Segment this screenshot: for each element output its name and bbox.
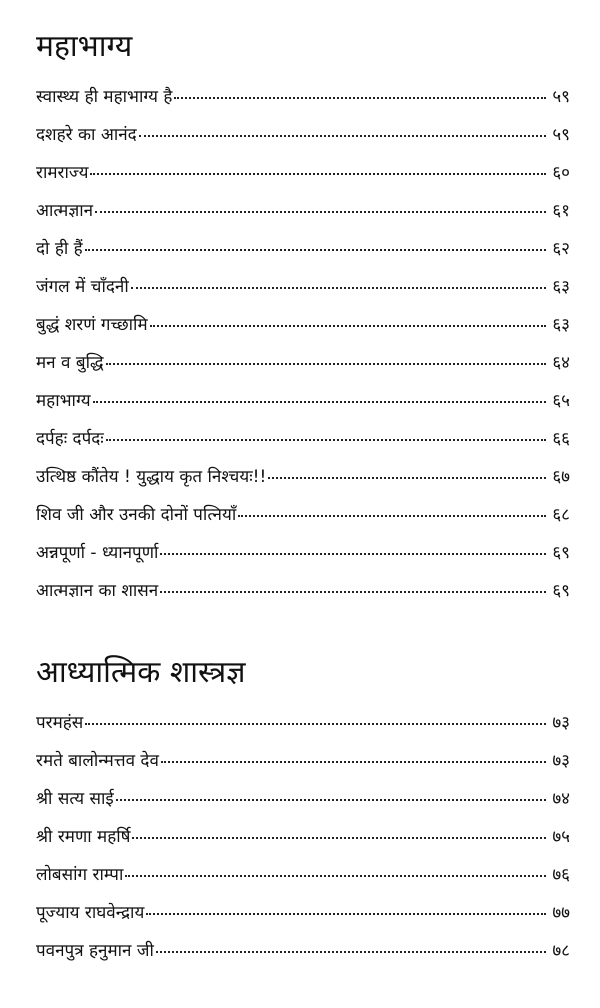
- toc-entry: [36, 342, 570, 380]
- toc-entry: [36, 380, 570, 418]
- dot-leader: [132, 813, 546, 839]
- toc-entry-page-number: ७६: [552, 865, 570, 885]
- dot-leader: [106, 339, 546, 365]
- toc-entry-page-number: ७५: [552, 827, 570, 847]
- toc-list: [36, 76, 570, 608]
- toc-entry-title: स्वास्थ्य ही महाभाग्य है: [36, 87, 173, 107]
- toc-entry-title: उत्थिष्ठ कौंतेय ! युद्धाय कृत निश्चयः!!: [36, 467, 267, 487]
- toc-entry-title: रमते बालोन्मत्तव देव: [36, 751, 159, 771]
- section-heading: महाभाग्य: [36, 29, 133, 64]
- section-heading: आध्यात्मिक शास्त्रज्ञ: [36, 655, 246, 690]
- toc-entry-title: पवनपुत्र हनुमान जी: [36, 941, 154, 961]
- dot-leader: [93, 377, 546, 403]
- dot-leader: [131, 263, 546, 289]
- toc-entry-page-number: ६८: [552, 505, 570, 525]
- dot-leader: [160, 567, 546, 593]
- toc-entry: [36, 190, 570, 228]
- toc-entry-title: मन व बुद्धि: [36, 353, 104, 373]
- toc-entry: [36, 152, 570, 190]
- dot-leader: [85, 225, 546, 251]
- toc-entry-title: बुद्धं शरणं गच्छामि: [36, 315, 148, 335]
- toc-entry-page-number: ७४: [552, 789, 570, 809]
- toc-entry-page-number: ६४: [552, 353, 570, 373]
- dot-leader: [174, 73, 546, 99]
- toc-entry: [36, 456, 570, 494]
- toc-entry: [36, 702, 570, 740]
- toc-entry: [36, 532, 570, 570]
- dot-leader: [106, 415, 546, 441]
- toc-entry-page-number: ७८: [552, 941, 570, 961]
- toc-entry-page-number: ५९: [552, 87, 570, 107]
- toc-entry-page-number: ६३: [552, 277, 570, 297]
- toc-entry-title: अन्नपूर्णा - ध्यानपूर्णा: [36, 543, 159, 563]
- toc-entry-title: दशहरे का आनंद: [36, 125, 137, 145]
- toc-entry: [36, 740, 570, 778]
- toc-entry: [36, 816, 570, 854]
- toc-entry-title: लोबसांग राम्पा: [36, 865, 124, 885]
- dot-leader: [90, 149, 546, 175]
- toc-entry: [36, 570, 570, 608]
- toc-entry-page-number: ७३: [552, 713, 570, 733]
- toc-entry: [36, 854, 570, 892]
- toc-list: [36, 702, 570, 968]
- toc-entry: [36, 418, 570, 456]
- dot-leader: [160, 529, 546, 555]
- toc-entry-page-number: ६९: [552, 581, 570, 601]
- toc-entry-page-number: ६०: [552, 163, 570, 183]
- toc-entry-title: श्री सत्य साई: [36, 789, 114, 809]
- toc-entry-page-number: ६२: [552, 239, 570, 259]
- dot-leader: [238, 491, 546, 517]
- toc-section-mahabhagya: [36, 22, 570, 608]
- toc-section-adhyatmik-shastragya: [36, 648, 570, 968]
- toc-entry-title: दो ही हैं: [36, 239, 83, 259]
- toc-entry: [36, 778, 570, 816]
- toc-entry-page-number: ६७: [552, 467, 570, 487]
- toc-entry: [36, 304, 570, 342]
- toc-entry-page-number: ६५: [552, 391, 570, 411]
- toc-entry-title: पूज्याय राघवेन्द्राय: [36, 903, 145, 923]
- dot-leader: [125, 851, 546, 877]
- toc-entry-title: दर्पहः दर्पदः: [36, 429, 104, 449]
- dot-leader: [95, 187, 546, 213]
- toc-entry-title: आत्मज्ञान का शासन: [36, 581, 159, 601]
- toc-entry-page-number: ६९: [552, 543, 570, 563]
- toc-entry-title: शिव जी और उनकी दोनों पत्नियाँ: [36, 505, 237, 525]
- toc-entry-title: परमहंस: [36, 713, 84, 733]
- toc-entry-page-number: ७३: [552, 751, 570, 771]
- toc-entry: [36, 76, 570, 114]
- toc-entry: [36, 266, 570, 304]
- toc-entry-title: जंगल में चाँदनी: [36, 277, 129, 297]
- toc-entry-page-number: ७७: [552, 903, 570, 923]
- toc-entry-title: आत्मज्ञान: [36, 201, 94, 221]
- dot-leader: [116, 775, 546, 801]
- toc-entry-page-number: ६६: [552, 429, 570, 449]
- toc-entry: [36, 114, 570, 152]
- dot-leader: [161, 737, 546, 763]
- toc-entry-page-number: ५९: [552, 125, 570, 145]
- toc-entry: [36, 228, 570, 266]
- toc-entry: [36, 494, 570, 532]
- toc-entry-page-number: ६१: [552, 201, 570, 221]
- dot-leader: [150, 301, 546, 327]
- toc-entry-title: श्री रमणा महर्षि: [36, 827, 131, 847]
- toc-entry-title: रामराज्य: [36, 163, 89, 183]
- toc-entry-page-number: ६३: [552, 315, 570, 335]
- dot-leader: [85, 699, 546, 725]
- toc-entry-title: महाभाग्य: [36, 391, 91, 411]
- toc-entry: [36, 892, 570, 930]
- dot-leader: [139, 111, 546, 137]
- dot-leader: [268, 453, 546, 479]
- dot-leader: [146, 889, 546, 915]
- dot-leader: [156, 927, 546, 953]
- toc-entry: [36, 930, 570, 968]
